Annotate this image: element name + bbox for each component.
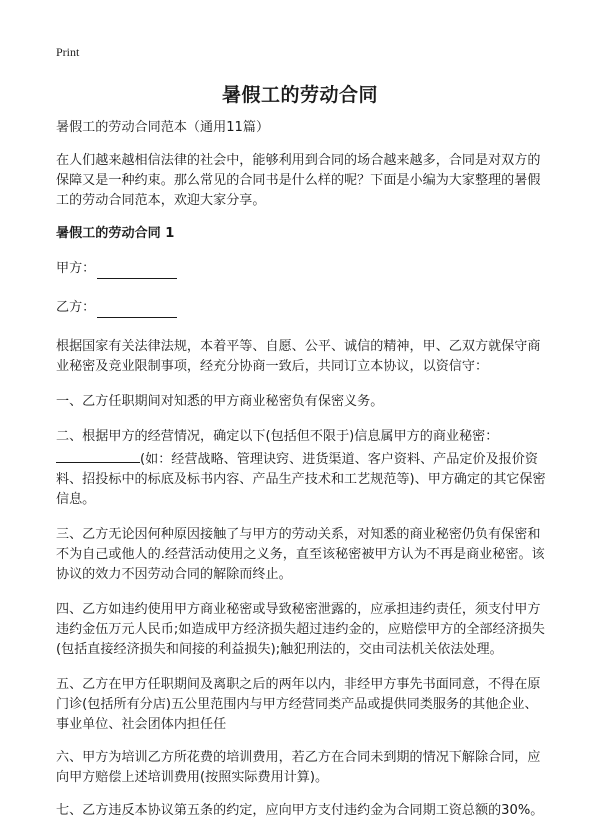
party-b-blank bbox=[97, 302, 177, 318]
party-a-blank bbox=[97, 263, 177, 279]
clause-1: 一、乙方任职期间对知悉的甲方商业秘密负有保密义务。 bbox=[56, 394, 384, 409]
party-b-line bbox=[56, 298, 546, 318]
document-title: 暑假工的劳动合同 bbox=[221, 84, 378, 106]
clause-2-blank bbox=[56, 447, 140, 463]
clause-2-rest: (如：经营战略、管理诀窍、进货渠道、客户资料、产品定价及报价资料、招投标中的标底及标书内容、产品生产技术和工艺规范等)、甲方确定的其它保密信息。 bbox=[56, 452, 546, 507]
clause-2-start: 二、根据甲方的经营情况，确定以下(包括但不限于)信息属甲方的商业秘密： bbox=[56, 429, 499, 444]
document-subtitle: 暑假工的劳动合同范本（通用11篇） bbox=[56, 120, 270, 135]
clause-3: 三、乙方无论因何种原因接触了与甲方的劳动关系，对知悉的商业秘密仍负有保密和不为自己或他人的.经营活动使用之义务，直至该秘密被甲方认为不再是商业秘密。该协议的效力不因劳动合同的解除而终止。 bbox=[56, 527, 545, 582]
clause-7: 七、乙方违反本协议第五条的约定，应向甲方支付违约金为合同期工资总额的30%。 bbox=[56, 803, 544, 818]
intro-paragraph: 在人们越来越相信法律的社会中，能够利用到合同的场合越来越多，合同是对双方的保障又是一种约束。那么常见的合同书是什么样的呢？下面是小编为大家整理的暑假工的劳动合同范本，欢迎大家分享。 bbox=[56, 153, 541, 208]
party-a-label: 甲方： bbox=[56, 261, 96, 276]
party-b-label: 乙方： bbox=[56, 300, 96, 315]
clause-5: 五、乙方在甲方任职期间及离职之后的两年以内，非经甲方事先书面同意，不得在原门诊(包括所有分店)五公里范围内与甲方经营同类产品或提供同类服务的其他企业、事业单位、社会团体内担任任 bbox=[56, 677, 541, 732]
party-a-line bbox=[56, 259, 546, 279]
section-heading: 暑假工的劳动合同 1 bbox=[56, 226, 175, 241]
clause-6: 六、甲方为培训乙方所花费的培训费用，若乙方在合同未到期的情况下解除合同，应向甲方赔偿上述培训费用(按照实际费用计算)。 bbox=[56, 750, 541, 785]
print-link[interactable]: Print bbox=[56, 45, 80, 59]
preamble-paragraph: 根据国家有关法律法规，本着平等、自愿、公平、诚信的精神，甲、乙双方就保守商业秘密及竞业限制事项，经充分协商一致后，共同订立本协议，以资信守： bbox=[56, 339, 541, 374]
document-body bbox=[56, 118, 546, 836]
clause-4: 四、乙方如违约使用甲方商业秘密或导致秘密泄露的，应承担违约责任，须支付甲方违约金伍万元人民币;如造成甲方经济损失超过违约金的，应赔偿甲方的全部经济损失(包括直接经济损失和间接的利益损失);触犯刑法的，交由司法机关依法处理。 bbox=[56, 602, 545, 657]
clause-2 bbox=[56, 427, 546, 510]
